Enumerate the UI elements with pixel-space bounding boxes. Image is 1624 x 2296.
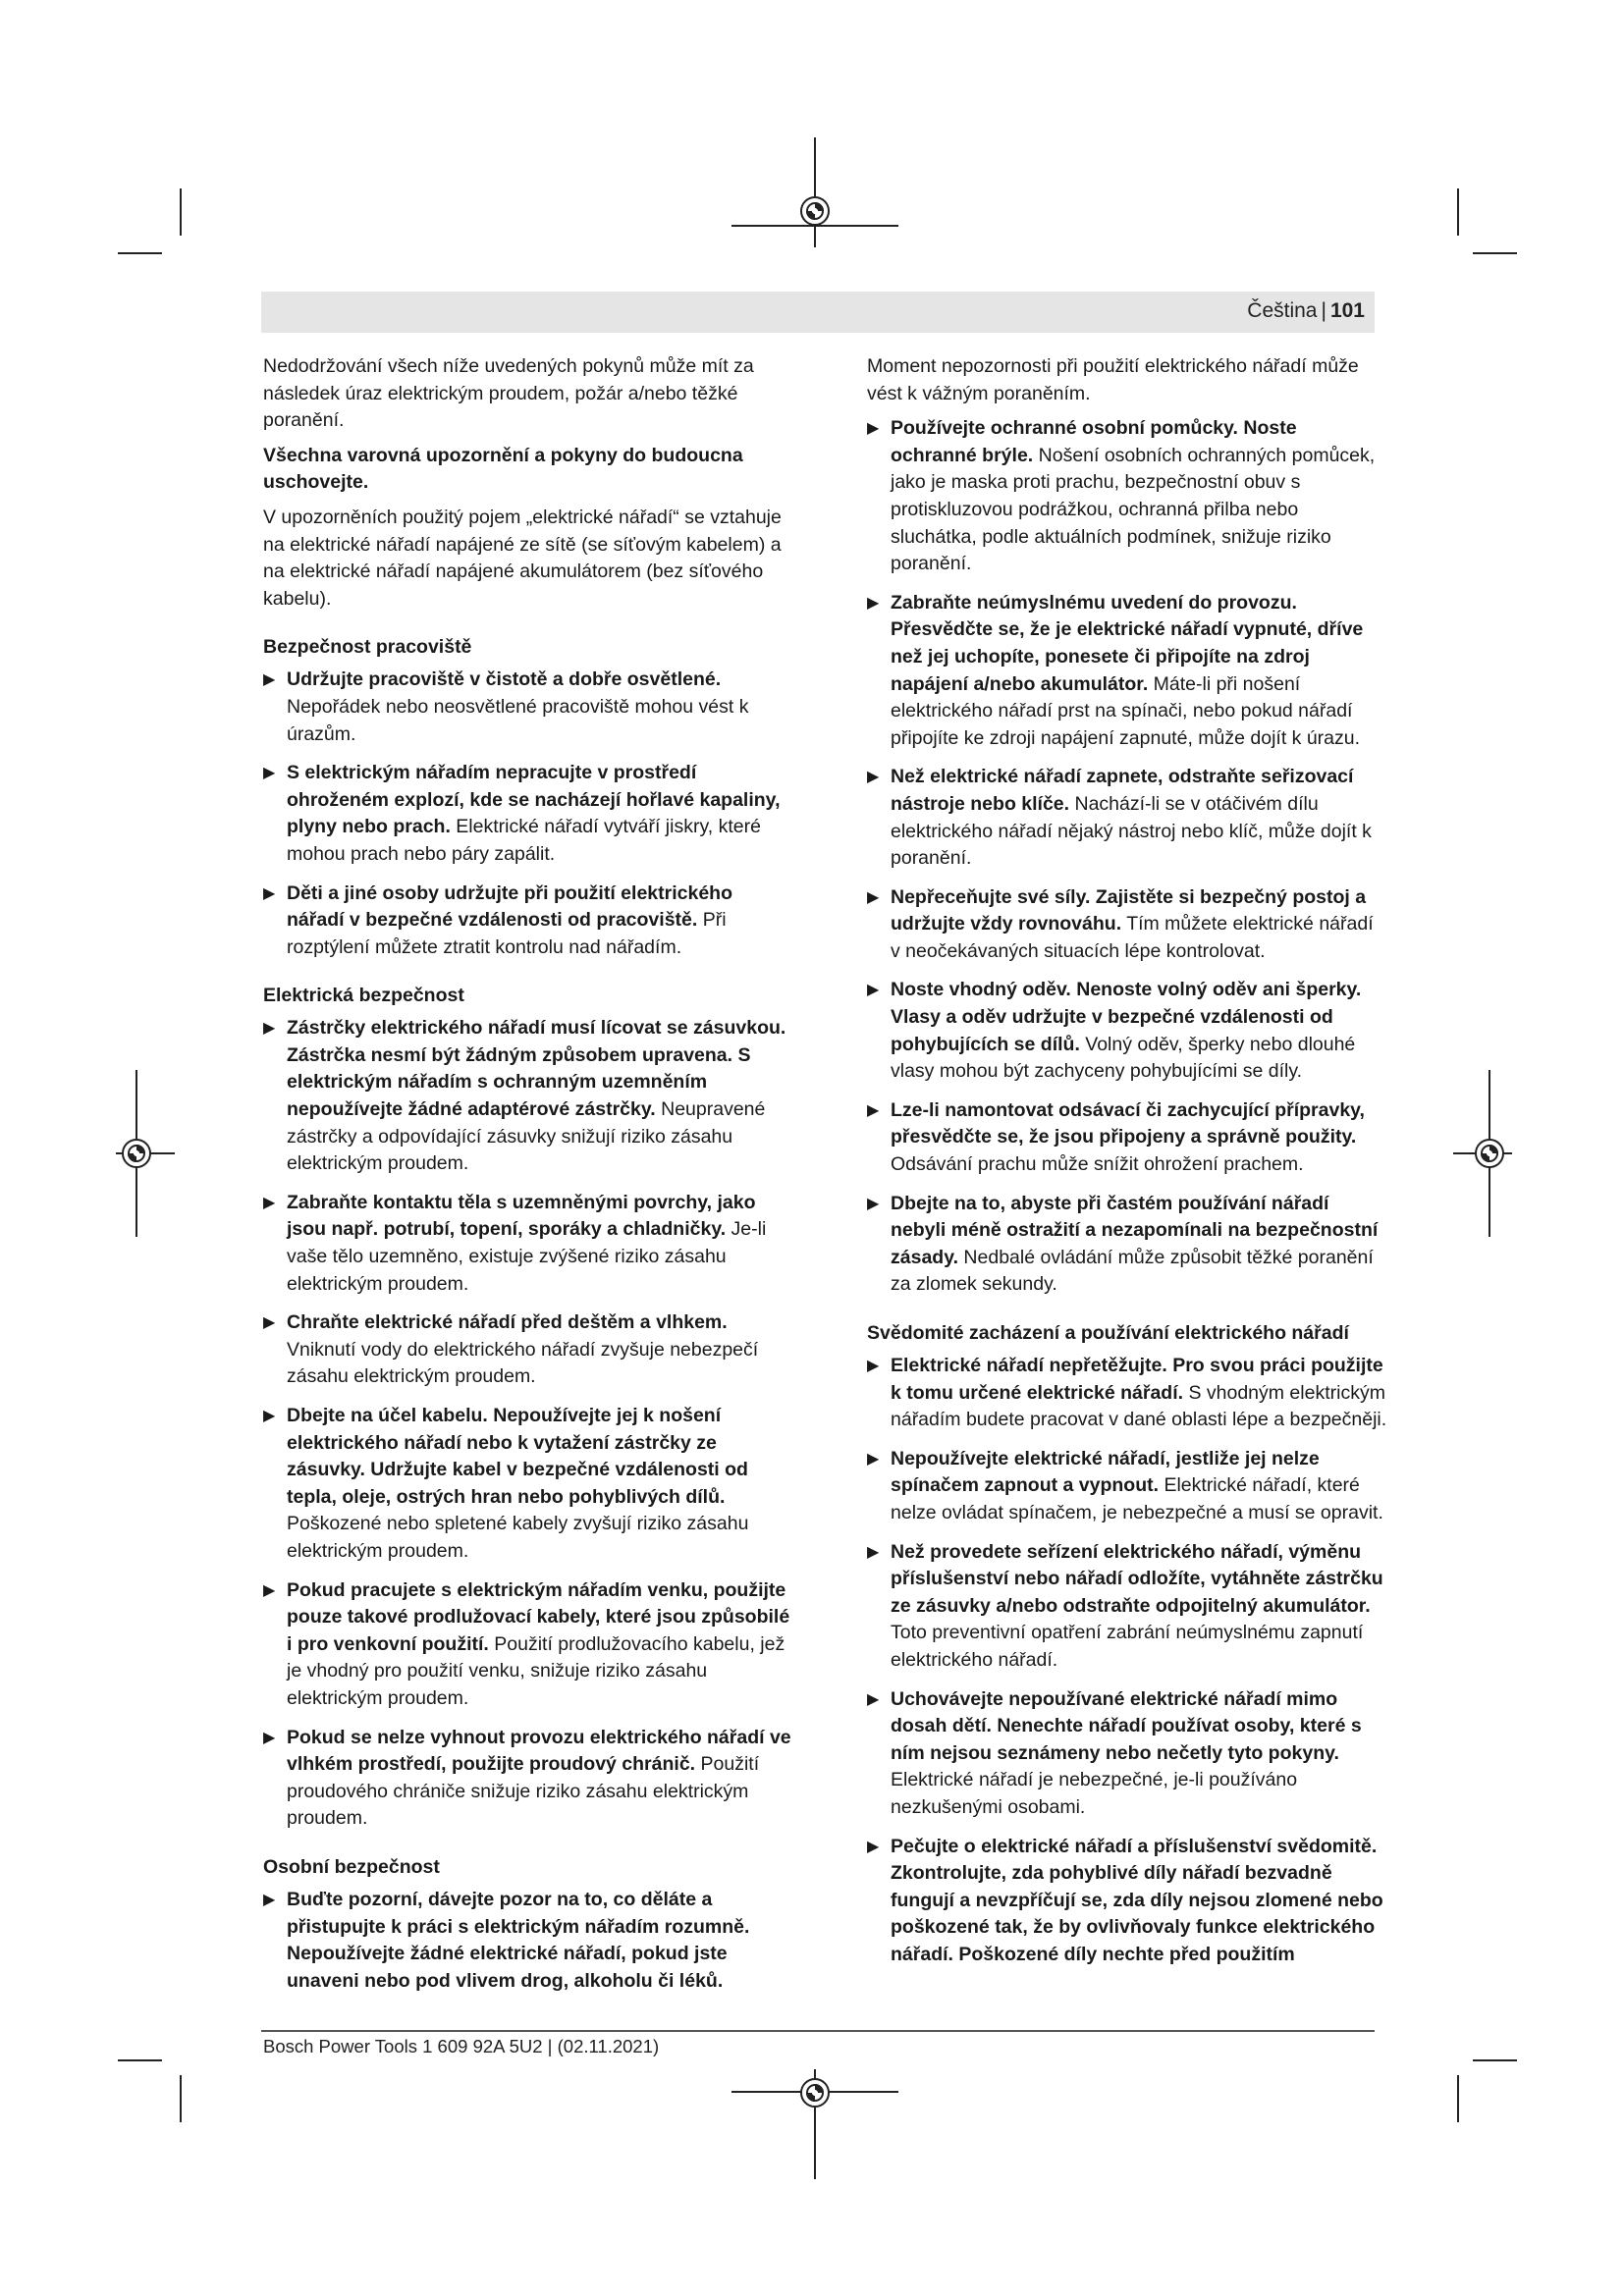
item-explanation: S vhodným elektrickým nářadím budete pracovat v dané oblasti lépe a bezpečněji. xyxy=(891,1381,1387,1431)
intro-paragraph: Nedodržování všech níže uvedených pokynů může mít za následek úraz elektrickým proudem, požár a/nebo těžké poranění. xyxy=(263,355,754,432)
keep-notice: Všechna varovná upozornění a pokyny do budoucna uschovejte. xyxy=(263,444,743,494)
list-item xyxy=(263,1015,793,1178)
item-warning: Děti a jiné osoby udržujte při použití elektrického nářadí v bezpečné vzdálenosti od pracoviště. xyxy=(287,881,732,932)
bullet-arrow-icon: ▶ xyxy=(867,888,880,906)
crop-mark xyxy=(1473,2059,1517,2061)
right-column xyxy=(867,353,1387,1980)
header-text: Čeština | 101 xyxy=(1247,299,1365,322)
list-item xyxy=(867,977,1387,1085)
item-warning: Elektrické nářadí nepřetěžujte. Pro svou práci použijte k tomu určené elektrické nářadí. xyxy=(891,1355,1383,1404)
left-column xyxy=(263,353,793,2006)
item-warning: Noste vhodný oděv. Nenoste volný oděv ani šperky. Vlasy a oděv udržujte v bezpečné vzdálenosti od pohybujících se dílů. xyxy=(891,979,1362,1055)
bullet-arrow-icon: ▶ xyxy=(867,594,880,612)
registration-target-icon xyxy=(800,2078,830,2108)
item-explanation: Toto preventivní opatření zabrání neúmyslnému zapnutí elektrického nářadí. xyxy=(891,1622,1364,1671)
bullet-arrow-icon: ▶ xyxy=(867,1690,880,1708)
item-warning: Uchovávejte nepoužívané elektrické nářadí mimo dosah dětí. Nenechte nářadí používat osoby, které s ním nejsou seznámeny nebo nečetly tyto pokyny. xyxy=(891,1687,1362,1764)
bullet-arrow-icon: ▶ xyxy=(867,1838,880,1855)
crop-mark xyxy=(180,188,182,236)
item-warning: Pokud pracujete s elektrickým nářadím venku, použijte pouze takové prodlužovací kabely, které jsou způsobilé i pro venkovní použití. xyxy=(287,1578,790,1655)
item-warning: S elektrickým nářadím nepracujte v prostředí ohroženém explozí, kde se nacházejí hořlavé kapaliny, plyny nebo prach. xyxy=(287,762,781,838)
item-explanation: Tím můžete elektrické nářadí v neočekávaných situacích lépe kontrolovat. xyxy=(891,913,1374,962)
item-warning: Chraňte elektrické nářadí před deštěm a vlhkem. xyxy=(287,1311,728,1334)
list-item xyxy=(867,1446,1387,1527)
item-explanation: Nachází-li se v otáčivém dílu elektrického nářadí nějaký nástroj nebo klíč, může dojít k poranění. xyxy=(891,792,1372,870)
list-item xyxy=(867,764,1387,872)
bullet-arrow-icon: ▶ xyxy=(263,1408,276,1424)
item-warning: Pokud se nelze vyhnout provozu elektrického nářadí ve vlhkém prostředí, použijte proudový chránič. xyxy=(287,1726,791,1776)
registration-line xyxy=(814,137,816,247)
bullet-arrow-icon: ▶ xyxy=(867,1358,880,1374)
item-explanation: Poškozené nebo spletené kabely zvyšují riziko zásahu elektrickým proudem. xyxy=(287,1513,749,1562)
page-header xyxy=(261,292,1375,333)
list-item xyxy=(867,590,1387,753)
item-warning: Zástrčky elektrického nářadí musí lícovat se zásuvkou. Zástrčka nesmí být žádným způsobem upravena. S elektrickým nářadím s ochranným uzemněním nepoužívejte žádné adaptérové zástrčky. xyxy=(287,1017,786,1121)
item-warning: Než provedete seřízení elektrického nářadí, výměnu příslušenství nebo nářadí odložíte, vytáhněte zástrčku ze zásuvky a/nebo odstraňte odpojitelný akumulátor. xyxy=(891,1540,1383,1617)
item-warning: Zabraňte neúmyslnému uvedení do provozu. Přesvědčte se, že je elektrické nářadí vypnuté, dříve než jej uchopíte, ponesete či připojíte na zdroj napájení a/nebo akumulátor. xyxy=(891,591,1364,695)
list-item xyxy=(263,667,793,748)
list-item xyxy=(263,1887,793,1995)
bullet-arrow-icon: ▶ xyxy=(263,1194,276,1211)
term-note: V upozorněních použitý pojem „elektrické nářadí“ se vztahuje na elektrické nářadí napájené ze sítě (se síťovým kabelem) a na elektrické nářadí napájené akumulátorem (bez síťového kabelu). xyxy=(263,506,782,610)
item-warning: Zabraňte kontaktu těla s uzemněnými povrchy, jako jsou např. potrubí, topení, sporáky a chladničky. xyxy=(287,1191,756,1241)
section-heading: Osobní bezpečnost xyxy=(263,1855,440,1878)
bullet-arrow-icon: ▶ xyxy=(263,1581,276,1599)
item-warning: Používejte ochranné osobní pomůcky. Noste ochranné brýle. xyxy=(891,417,1297,466)
bullet-arrow-icon: ▶ xyxy=(263,671,276,689)
section-heading: Svědomité zacházení a používání elektrického nářadí xyxy=(867,1322,1349,1344)
item-explanation: Vniknutí vody do elektrického nářadí zvyšuje nebezpečí zásahu elektrickým proudem. xyxy=(287,1338,759,1388)
bullet-arrow-icon: ▶ xyxy=(867,982,880,999)
crop-mark xyxy=(180,2075,182,2122)
crop-mark xyxy=(1473,252,1517,254)
item-warning: Pečujte o elektrické nářadí a příslušenství svědomitě. Zkontrolujte, zda pohyblivé díly nářadí bezvadně fungují a nevzpříčují se, zda díly nejsou zlomené nebo poškozené tak, že by ovlivňovaly funkce elektrického nářadí. Poškozené díly nechte před použitím xyxy=(891,1835,1383,1965)
continuation-text: Moment nepozornosti při použití elektrického nářadí může vést k vážným poraněním. xyxy=(867,355,1359,404)
registration-target-icon xyxy=(1475,1139,1504,1168)
item-warning: Udržujte pracoviště v čistotě a dobře osvětlené. xyxy=(287,668,722,691)
bullet-arrow-icon: ▶ xyxy=(263,884,276,902)
item-explanation: Elektrické nářadí je nebezpečné, je-li používáno nezkušenými osobami. xyxy=(891,1769,1298,1818)
bullet-arrow-icon: ▶ xyxy=(867,769,880,786)
bullet-arrow-icon: ▶ xyxy=(263,1891,276,1908)
list-item xyxy=(263,760,793,868)
item-warning: Buďte pozorní, dávejte pozor na to, co děláte a přistupujte k práci s elektrickým nářadím rozumně. Nepoužívejte žádné elektrické nářadí, pokud jste unaveni nebo pod vlivem drog, alkoholu či léků. xyxy=(287,1888,750,1992)
item-explanation: Použití proudového chrániče snižuje riziko zásahu elektrickým proudem. xyxy=(287,1753,760,1830)
bullet-arrow-icon: ▶ xyxy=(867,1450,880,1468)
registration-target-icon xyxy=(800,196,830,226)
bullet-arrow-icon: ▶ xyxy=(263,1314,276,1332)
item-explanation: Je-li vaše tělo uzemněno, existuje zvýšené riziko zásahu elektrickým proudem. xyxy=(287,1218,767,1295)
item-warning: Než elektrické nářadí zapnete, odstraňte seřizovací nástroje nebo klíče. xyxy=(891,766,1354,815)
item-explanation: Elektrické nářadí, které nelze ovládat spínačem, je nebezpečné a musí se opravit. xyxy=(891,1474,1383,1523)
list-item xyxy=(867,1353,1387,1434)
item-explanation: Nošení osobních ochranných pomůcek, jako je maska proti prachu, bezpečnostní obuv s protiskluzovou podrážkou, ochranná přilba nebo sluchátka, podle aktuálních podmínek, snižuje riziko poranění. xyxy=(891,444,1376,575)
bullet-arrow-icon: ▶ xyxy=(263,1729,276,1746)
list-item xyxy=(263,881,793,962)
item-explanation: Odsávání prachu může snížit ohrožení prachem. xyxy=(891,1153,1304,1176)
item-warning: Dbejte na to, abyste při častém používání nářadí nebyli méně ostražití a nezapomínali na bezpečnostní zásady. xyxy=(891,1192,1379,1268)
item-warning: Nepoužívejte elektrické nářadí, jestliže jej nelze spínačem zapnout a vypnout. xyxy=(891,1447,1320,1497)
section-heading: Bezpečnost pracoviště xyxy=(263,636,472,659)
list-item xyxy=(867,1539,1387,1675)
list-item xyxy=(867,1097,1387,1179)
list-item xyxy=(867,415,1387,578)
crop-mark xyxy=(118,252,162,254)
list-item xyxy=(263,1725,793,1833)
footer-rule xyxy=(261,2030,1375,2032)
list-item xyxy=(867,884,1387,966)
header-section: Čeština xyxy=(1247,299,1318,322)
crop-mark xyxy=(118,2059,162,2061)
item-warning: Dbejte na účel kabelu. Nepoužívejte jej k nošení elektrického nářadí nebo k vytažení zástrčky ze zásuvky. Udržujte kabel v bezpečné vzdálenosti od tepla, oleje, ostrých hran nebo pohyblivých dílů. xyxy=(287,1405,748,1508)
bullet-arrow-icon: ▶ xyxy=(867,1195,880,1212)
item-warning: Lze-li namontovat odsávací či zachycující přípravky, přesvědčte se, že jsou připojeny a správně použity. xyxy=(891,1098,1365,1148)
bullet-arrow-icon: ▶ xyxy=(263,765,276,782)
item-explanation: Neupravené zástrčky a odpovídající zásuvky snižují riziko zásahu elektrickým proudem. xyxy=(287,1098,766,1175)
page-number: 101 xyxy=(1329,299,1365,322)
item-explanation: Elektrické nářadí vytváří jiskry, které mohou prach nebo páry zapálit. xyxy=(287,816,761,865)
item-explanation: Máte-li při nošení elektrického nářadí prst na spínači, nebo pokud nářadí připojíte ke zdroji napájení zapnuté, může dojít k úrazu. xyxy=(891,672,1361,749)
item-explanation: Při rozptýlení můžete ztratit kontrolu nad nářadím. xyxy=(287,909,727,958)
list-item xyxy=(263,1190,793,1298)
registration-target-icon xyxy=(122,1139,151,1168)
personal-safety-items xyxy=(867,415,1387,1299)
tool-use-items xyxy=(867,1353,1387,1968)
list-item xyxy=(263,1309,793,1391)
bullet-arrow-icon: ▶ xyxy=(867,1543,880,1561)
item-explanation: Volný oděv, šperky nebo dlouhé vlasy mohou být zachyceny pohybujícími se díly. xyxy=(891,1033,1356,1083)
left-sections xyxy=(263,634,793,1995)
item-explanation: Použití prodlužovacího kabelu, jež je vhodný pro použití venku, snižuje riziko zásahu elektrickým proudem. xyxy=(287,1632,785,1709)
list-item xyxy=(263,1577,793,1713)
section-heading: Elektrická bezpečnost xyxy=(263,985,464,1007)
list-item xyxy=(263,1403,793,1566)
crop-mark xyxy=(1457,188,1459,236)
list-item xyxy=(867,1834,1387,1969)
list-item xyxy=(867,1191,1387,1299)
crop-mark xyxy=(1457,2075,1459,2122)
bullet-arrow-icon: ▶ xyxy=(867,1101,880,1119)
footer-text: Bosch Power Tools 1 609 92A 5U2 | (02.11.2021) xyxy=(263,2036,660,2056)
item-explanation: Nedbalé ovládání může způsobit těžké poranění za zlomek sekundy. xyxy=(891,1246,1374,1296)
item-warning: Nepřeceňujte své síly. Zajistěte si bezpečný postoj a udržujte vždy rovnováhu. xyxy=(891,885,1367,935)
bullet-arrow-icon: ▶ xyxy=(263,1020,276,1038)
item-explanation: Nepořádek nebo neosvětlené pracoviště mohou vést k úrazům. xyxy=(287,695,749,745)
list-item xyxy=(867,1686,1387,1822)
bullet-arrow-icon: ▶ xyxy=(867,420,880,438)
